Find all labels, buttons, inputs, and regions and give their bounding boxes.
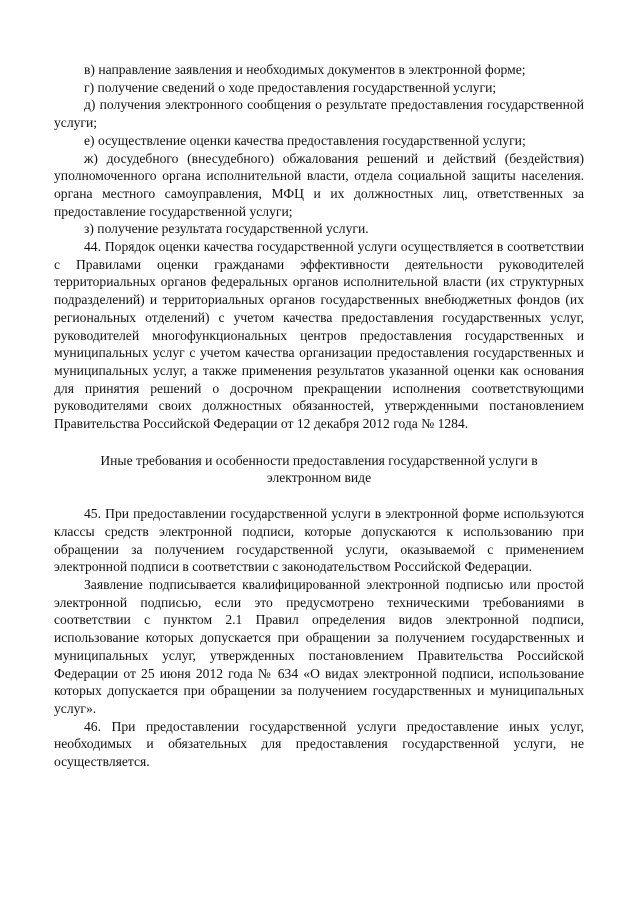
section-heading: Иные требования и особенности предоставления государственной услуги в электронном виде	[100, 452, 538, 486]
list-item-z: з) получение результата государственной услуги.	[84, 221, 369, 237]
paragraph-44: 44. Порядок оценки качества государственной услуги осуществляется в соответствии с Правилами оценки гражданами эффективности деятельности руководителей территориальных органов федеральных органов исполнительной власти (их структурных подразделений) и территориальных органов государственных внебюджетных фондов (их региональных отделений) с учетом качества предоставления государственных услуг, руководителей многофункциональных центров предоставления государственных и муниципальных услуг с учетом качества организации предоставления государственных и муниципальных услуг, а также применения результатов указанной оценки как основания для принятия решений о досрочном прекращении исполнения соответствующими руководителями своих должностных обязанностей, утвержденными постановлением Правительства Российской Федерации от 12 декабря 2012 года № 1284.	[54, 239, 584, 432]
paragraph-45: 45. При предоставлении государственной услуги в электронной форме используются классы средств электронной подписи, которые допускаются к использованию при обращении за получением государственной услуги, оказываемой с применением электронной подписи в соответствии с законодательством Российской Федерации.	[54, 506, 584, 575]
list-item-zh: ж) досудебного (внесудебного) обжалования решений и действий (бездействия) уполномоченного органа исполнительной власти, отдела социальной защиты населения. органа местного самоуправления, МФЦ и их должностных лиц, ответственных за предоставление государственной услуги;	[54, 150, 584, 219]
list-item-e: е) осуществление оценки качества предоставления государственной услуги;	[84, 132, 526, 148]
list-item-d: д) получения электронного сообщения о результате предоставления государственной услуги;	[54, 97, 584, 131]
document-body	[54, 61, 584, 771]
paragraph-signature: Заявление подписывается квалифицированной электронной подписью или простой электронной подписью, если это предусмотрено техническими требованиями в соответствии с пунктом 2.1 Правил определения видов электронной подписи, использование которых допускается при обращении за получением государственных и муниципальных услуг, утвержденных постановлением Правительства Российской Федерации от 25 июня 2012 года № 634 «О видах электронной подписи, использование которых допускается при обращении за получением государственных и муниципальных услуг».	[54, 576, 584, 716]
paragraph-46: 46. При предоставлении государственной услуги предоставление иных услуг, необходимых и обязательных для предоставления государственной услуги, не осуществляется.	[54, 718, 584, 770]
list-item-v: в) направление заявления и необходимых документов в электронной форме;	[84, 62, 526, 77]
list-item-g: г) получение сведений о ходе предоставления государственной услуги;	[84, 79, 497, 95]
